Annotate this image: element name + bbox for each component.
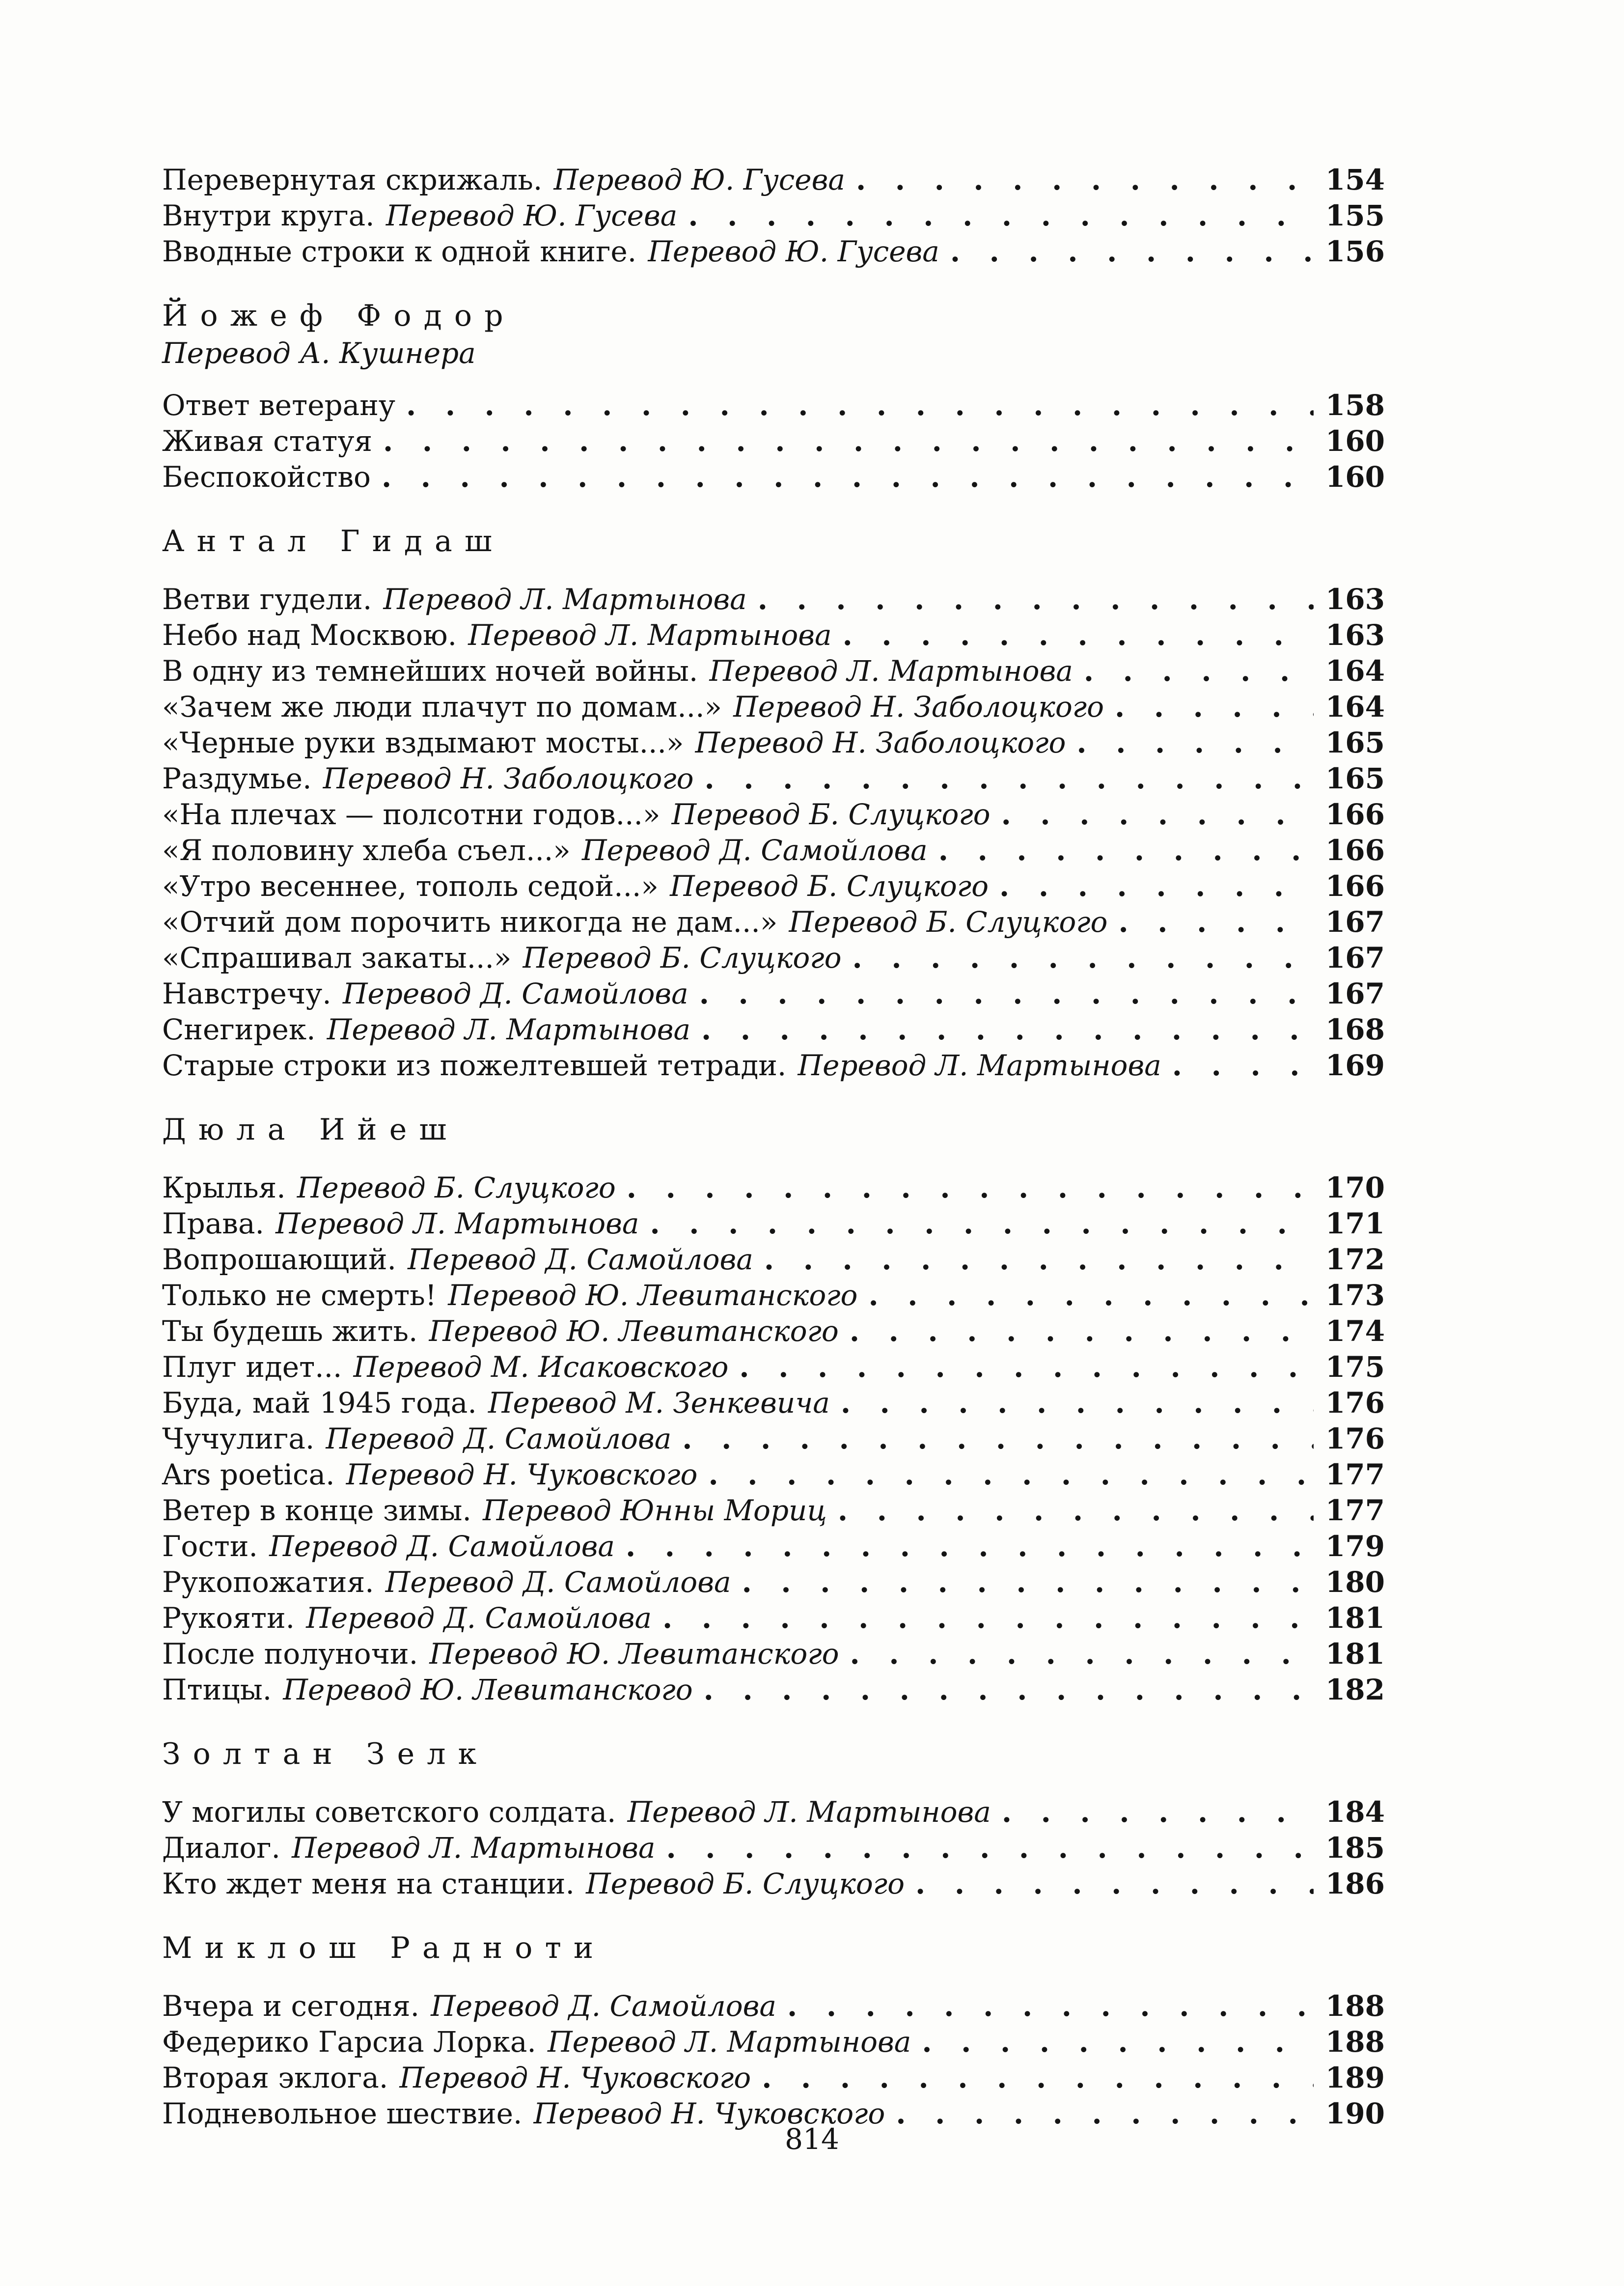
toc-entry bbox=[162, 1242, 1385, 1278]
dot-leader bbox=[1084, 653, 1314, 689]
author-heading: Антал Гидаш bbox=[162, 524, 504, 558]
entry-translator: Перевод Ю. Гусева bbox=[385, 199, 678, 232]
entry-title: «На плечах — полсотни годов...» bbox=[162, 798, 661, 831]
toc-section bbox=[162, 1736, 1385, 1902]
entry-page-number: 163 bbox=[1325, 583, 1385, 616]
toc-section bbox=[162, 1930, 1385, 2132]
dot-leader bbox=[406, 388, 1314, 423]
entry-page-number: 166 bbox=[1325, 834, 1385, 867]
entry-title: В одну из темнейших ночей войны. bbox=[162, 654, 698, 688]
toc-entry bbox=[162, 388, 1385, 423]
entry-title: «Зачем же люди плачут по домам...» bbox=[162, 690, 722, 724]
entry-translator: Перевод Б. Слуцкого bbox=[586, 1867, 905, 1900]
dot-leader bbox=[1002, 1794, 1314, 1830]
toc-entry bbox=[162, 1600, 1385, 1636]
dot-leader bbox=[383, 423, 1314, 459]
author-heading: Золтан Зелк bbox=[162, 1737, 489, 1771]
entry-translator: Перевод Л. Мартынова bbox=[327, 1013, 691, 1046]
entry-translator: Перевод Ю. Левитанского bbox=[429, 1637, 839, 1671]
toc-entry bbox=[162, 1349, 1385, 1385]
toc-entry bbox=[162, 1278, 1385, 1313]
entry-translator: Перевод Л. Мартынова bbox=[798, 1049, 1161, 1082]
entry-title: Беспокойство bbox=[162, 460, 371, 494]
entry-page-number: 181 bbox=[1325, 1637, 1385, 1671]
author-heading: Миклош Радноти bbox=[162, 1931, 606, 1965]
entry-page-number: 190 bbox=[1325, 2097, 1385, 2130]
toc-entry bbox=[162, 833, 1385, 868]
entry-title: Ответ ветерану bbox=[162, 389, 396, 422]
entry-translator: Перевод Д. Самойлова bbox=[326, 1422, 672, 1455]
toc-entry bbox=[162, 1794, 1385, 1830]
entry-page-number: 184 bbox=[1325, 1795, 1385, 1829]
toc-entry bbox=[162, 582, 1385, 617]
entry-translator: Перевод М. Исаковского bbox=[353, 1350, 729, 1384]
dot-leader bbox=[682, 1421, 1314, 1457]
entry-translator: Перевод Ю. Левитанского bbox=[429, 1314, 839, 1348]
entry-translator: Перевод Д. Самойлова bbox=[431, 1989, 776, 2023]
toc-entry bbox=[162, 1012, 1385, 1048]
dot-leader bbox=[708, 1457, 1313, 1493]
dot-leader bbox=[850, 1313, 1314, 1349]
entry-translator: Перевод Б. Слуцкого bbox=[789, 905, 1108, 939]
entry-title: Права. bbox=[162, 1207, 264, 1240]
entry-title: Чучулига. bbox=[162, 1422, 315, 1455]
dot-leader bbox=[841, 1385, 1314, 1421]
entry-translator: Перевод Н. Чуковского bbox=[533, 2097, 885, 2130]
entry-title: Плуг идет... bbox=[162, 1350, 342, 1384]
dot-leader bbox=[382, 459, 1314, 495]
entry-title: Раздумье. bbox=[162, 762, 312, 795]
toc-section bbox=[162, 1112, 1385, 1708]
entry-title: «Утро весеннее, тополь седой...» bbox=[162, 869, 659, 903]
dot-leader bbox=[627, 1170, 1314, 1206]
toc-entry bbox=[162, 162, 1385, 198]
dot-leader bbox=[705, 761, 1314, 797]
entry-page-number: 176 bbox=[1325, 1422, 1385, 1455]
entry-title: Рукояти. bbox=[162, 1601, 295, 1635]
entry-title: Снегирек. bbox=[162, 1013, 316, 1046]
entry-translator: Перевод Ю. Гусева bbox=[553, 163, 845, 196]
entry-title: Небо над Москвою. bbox=[162, 618, 457, 652]
entry-page-number: 180 bbox=[1325, 1565, 1385, 1599]
toc-entry bbox=[162, 1988, 1385, 2024]
toc-entry bbox=[162, 1421, 1385, 1457]
dot-leader bbox=[868, 1278, 1313, 1313]
entry-page-number: 179 bbox=[1325, 1530, 1385, 1563]
entry-page-number: 158 bbox=[1325, 389, 1385, 422]
dot-leader bbox=[1118, 904, 1313, 940]
entry-translator: Перевод Д. Самойлова bbox=[385, 1565, 731, 1599]
entry-translator: Перевод Д. Самойлова bbox=[269, 1530, 615, 1563]
toc-entry bbox=[162, 1830, 1385, 1866]
entry-title: «Спрашивал закаты...» bbox=[162, 941, 512, 975]
entry-translator: Перевод Ю. Левитанского bbox=[448, 1279, 858, 1312]
dot-leader bbox=[922, 2024, 1314, 2060]
dot-leader bbox=[999, 868, 1314, 904]
entry-page-number: 182 bbox=[1325, 1673, 1385, 1706]
dot-leader bbox=[701, 1012, 1314, 1048]
toc-entry bbox=[162, 1493, 1385, 1529]
entry-title: Ветер в конце зимы. bbox=[162, 1494, 471, 1527]
entry-page-number: 173 bbox=[1325, 1279, 1385, 1312]
entry-title: Ars poetica. bbox=[162, 1458, 335, 1491]
entry-translator: Перевод Юнны Мориц bbox=[483, 1494, 827, 1527]
entry-page-number: 188 bbox=[1325, 2025, 1385, 2059]
entry-page-number: 165 bbox=[1325, 762, 1385, 795]
entry-page-number: 172 bbox=[1325, 1243, 1385, 1276]
entry-translator: Перевод Н. Заболоцкого bbox=[695, 726, 1066, 759]
toc-entry bbox=[162, 725, 1385, 761]
entry-translator: Перевод Ю. Гусева bbox=[648, 235, 939, 268]
dot-leader bbox=[853, 940, 1314, 976]
dot-leader bbox=[787, 1988, 1314, 2024]
toc-entry bbox=[162, 617, 1385, 653]
entry-translator: Перевод Б. Слуцкого bbox=[297, 1171, 616, 1204]
entry-title: После полуночи. bbox=[162, 1637, 418, 1671]
dot-leader bbox=[650, 1206, 1313, 1242]
entry-page-number: 189 bbox=[1325, 2061, 1385, 2094]
entry-title: Крылья. bbox=[162, 1171, 286, 1204]
entry-title: Вторая эклога. bbox=[162, 2061, 388, 2094]
entry-page-number: 160 bbox=[1325, 424, 1385, 458]
toc-entry bbox=[162, 1313, 1385, 1349]
dot-leader bbox=[1001, 797, 1314, 833]
entry-title: Ты будешь жить. bbox=[162, 1314, 418, 1348]
entry-title: Навстречу. bbox=[162, 977, 331, 1010]
entry-translator: Перевод Л. Мартынова bbox=[627, 1795, 991, 1829]
entry-page-number: 181 bbox=[1325, 1601, 1385, 1635]
entry-translator: Перевод Н. Чуковского bbox=[399, 2061, 751, 2094]
entry-translator: Перевод Б. Слуцкого bbox=[671, 798, 991, 831]
entry-page-number: 156 bbox=[1325, 235, 1385, 268]
entry-title: «Отчий дом порочить никогда не дам...» bbox=[162, 905, 778, 939]
entry-page-number: 155 bbox=[1325, 199, 1385, 232]
entry-translator: Перевод Л. Мартынова bbox=[292, 1831, 656, 1865]
entry-title: Подневольное шествие. bbox=[162, 2097, 523, 2130]
dot-leader bbox=[626, 1529, 1314, 1564]
entry-page-number: 185 bbox=[1325, 1831, 1385, 1865]
entry-title: Вопрошающий. bbox=[162, 1243, 396, 1276]
entry-title: Перевернутая скрижаль. bbox=[162, 163, 543, 196]
entry-translator: Перевод Н. Чуковского bbox=[346, 1458, 698, 1491]
entry-translator: Перевод Л. Мартынова bbox=[548, 2025, 911, 2059]
dot-leader bbox=[850, 1636, 1314, 1672]
entry-translator: Перевод Ю. Левитанского bbox=[283, 1673, 693, 1706]
dot-leader bbox=[742, 1564, 1314, 1600]
entry-translator: Перевод Д. Самойлова bbox=[306, 1601, 652, 1635]
toc-entry bbox=[162, 904, 1385, 940]
dot-leader bbox=[662, 1600, 1314, 1636]
entry-title: Вчера и сегодня. bbox=[162, 1989, 420, 2023]
toc-entry bbox=[162, 1564, 1385, 1600]
dot-leader bbox=[950, 234, 1314, 270]
entry-translator: Перевод Л. Мартынова bbox=[468, 618, 832, 652]
entry-page-number: 174 bbox=[1325, 1314, 1385, 1348]
toc-entry bbox=[162, 1636, 1385, 1672]
entry-page-number: 188 bbox=[1325, 1989, 1385, 2023]
entry-page-number: 168 bbox=[1325, 1013, 1385, 1046]
toc-section bbox=[162, 162, 1385, 270]
toc-entry bbox=[162, 1385, 1385, 1421]
entry-page-number: 164 bbox=[1325, 690, 1385, 724]
table-of-contents bbox=[162, 162, 1385, 2132]
author-heading: Дюла Ийеш bbox=[162, 1113, 459, 1147]
toc-entry bbox=[162, 940, 1385, 976]
entry-title: «Я половину хлеба съел...» bbox=[162, 834, 571, 867]
entry-page-number: 167 bbox=[1325, 941, 1385, 975]
toc-entry bbox=[162, 689, 1385, 725]
entry-title: Федерико Гарсиа Лорка. bbox=[162, 2025, 536, 2059]
entry-translator: Перевод Л. Мартынова bbox=[275, 1207, 639, 1240]
dot-leader bbox=[915, 1866, 1314, 1902]
toc-entry bbox=[162, 1206, 1385, 1242]
toc-entry bbox=[162, 198, 1385, 234]
toc-entry bbox=[162, 761, 1385, 797]
toc-entry bbox=[162, 797, 1385, 833]
dot-leader bbox=[1172, 1048, 1314, 1084]
dot-leader bbox=[762, 2060, 1314, 2096]
entry-page-number: 166 bbox=[1325, 869, 1385, 903]
entry-translator: Перевод Д. Самойлова bbox=[408, 1243, 753, 1276]
entry-page-number: 186 bbox=[1325, 1867, 1385, 1900]
section-translator: Перевод А. Кушнера bbox=[162, 336, 476, 370]
dot-leader bbox=[688, 198, 1314, 234]
toc-entry bbox=[162, 2060, 1385, 2096]
entry-translator: Перевод М. Зенкевича bbox=[488, 1386, 830, 1420]
dot-leader bbox=[739, 1349, 1314, 1385]
entry-page-number: 166 bbox=[1325, 798, 1385, 831]
entry-translator: Перевод Л. Мартынова bbox=[709, 654, 1073, 688]
dot-leader bbox=[938, 833, 1314, 868]
entry-page-number: 177 bbox=[1325, 1494, 1385, 1527]
dot-leader bbox=[699, 976, 1314, 1012]
entry-page-number: 165 bbox=[1325, 726, 1385, 759]
entry-translator: Перевод Д. Самойлова bbox=[581, 834, 928, 867]
entry-translator: Перевод Д. Самойлова bbox=[342, 977, 688, 1010]
dot-leader bbox=[856, 162, 1314, 198]
entry-title: «Черные руки вздымают мосты...» bbox=[162, 726, 684, 759]
dot-leader bbox=[843, 617, 1314, 653]
entry-title: Рукопожатия. bbox=[162, 1565, 374, 1599]
dot-leader bbox=[1076, 725, 1314, 761]
toc-section bbox=[162, 524, 1385, 1084]
entry-page-number: 169 bbox=[1325, 1049, 1385, 1082]
entry-translator: Перевод Н. Заболоцкого bbox=[323, 762, 694, 795]
entry-title: Птицы. bbox=[162, 1673, 272, 1706]
dot-leader bbox=[758, 582, 1314, 617]
page-number: 814 bbox=[785, 2122, 839, 2156]
toc-entry bbox=[162, 1048, 1385, 1084]
entry-title: Вводные строки к одной книге. bbox=[162, 235, 637, 268]
entry-page-number: 154 bbox=[1325, 163, 1385, 196]
toc-entry bbox=[162, 1866, 1385, 1902]
toc-entry bbox=[162, 1529, 1385, 1564]
entry-page-number: 167 bbox=[1325, 905, 1385, 939]
entry-page-number: 164 bbox=[1325, 654, 1385, 688]
entry-title: Буда, май 1945 года. bbox=[162, 1386, 477, 1420]
entry-page-number: 167 bbox=[1325, 977, 1385, 1010]
entry-page-number: 171 bbox=[1325, 1207, 1385, 1240]
entry-title: Гости. bbox=[162, 1530, 258, 1563]
toc-entry bbox=[162, 2024, 1385, 2060]
dot-leader bbox=[704, 1672, 1314, 1708]
entry-page-number: 176 bbox=[1325, 1386, 1385, 1420]
entry-page-number: 160 bbox=[1325, 460, 1385, 494]
toc-entry bbox=[162, 459, 1385, 495]
toc-entry bbox=[162, 234, 1385, 270]
toc-entry bbox=[162, 653, 1385, 689]
toc-entry bbox=[162, 976, 1385, 1012]
toc-section bbox=[162, 298, 1385, 495]
entry-page-number: 163 bbox=[1325, 618, 1385, 652]
toc-entry bbox=[162, 868, 1385, 904]
dot-leader bbox=[764, 1242, 1314, 1278]
toc-entry bbox=[162, 1672, 1385, 1708]
toc-entry bbox=[162, 423, 1385, 459]
entry-title: Диалог. bbox=[162, 1831, 280, 1865]
dot-leader bbox=[666, 1830, 1313, 1866]
dot-leader bbox=[838, 1493, 1314, 1529]
entry-translator: Перевод Н. Заболоцкого bbox=[733, 690, 1104, 724]
entry-page-number: 177 bbox=[1325, 1458, 1385, 1491]
entry-title: Ветви гудели. bbox=[162, 583, 372, 616]
entry-title: Внутри круга. bbox=[162, 199, 375, 232]
toc-entry bbox=[162, 1170, 1385, 1206]
author-heading: Йожеф Фодор bbox=[162, 299, 516, 333]
entry-translator: Перевод Б. Слуцкого bbox=[523, 941, 842, 975]
entry-title: Только не смерть! bbox=[162, 1279, 437, 1312]
toc-entry bbox=[162, 1457, 1385, 1493]
dot-leader bbox=[1115, 689, 1314, 725]
entry-page-number: 175 bbox=[1325, 1350, 1385, 1384]
entry-translator: Перевод Л. Мартынова bbox=[383, 583, 747, 616]
entry-title: Кто ждет меня на станции. bbox=[162, 1867, 575, 1900]
entry-translator: Перевод Б. Слуцкого bbox=[670, 869, 989, 903]
entry-title: У могилы советского солдата. bbox=[162, 1795, 616, 1829]
entry-title: Живая статуя bbox=[162, 424, 373, 458]
entry-page-number: 170 bbox=[1325, 1171, 1385, 1204]
entry-title: Старые строки из пожелтевшей тетради. bbox=[162, 1049, 787, 1082]
